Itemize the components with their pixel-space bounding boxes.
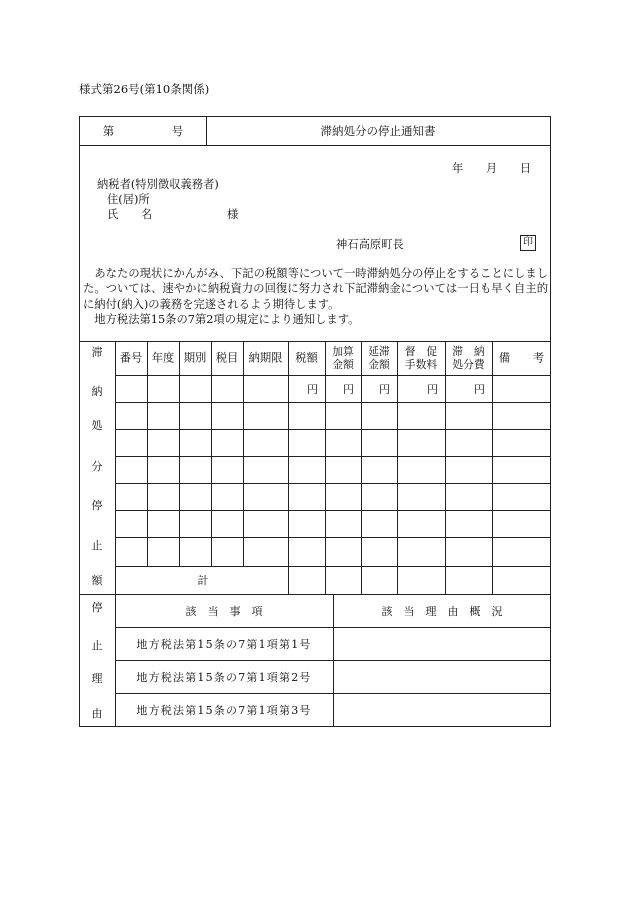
column-header: 加算 金額 [332, 345, 354, 371]
row-divider [115, 627, 551, 628]
side-label-char: 分 [91, 460, 103, 473]
side-label-char: 処 [91, 419, 103, 432]
column-header: 年度 [151, 351, 175, 365]
divider [206, 116, 207, 145]
unit-label: 円 [307, 382, 318, 396]
divider [79, 594, 551, 595]
name-label: 氏 名 [107, 208, 153, 221]
column-header: 督 促 手数料 [404, 345, 438, 371]
unit-label: 円 [379, 382, 390, 396]
side-label-char: 停 [91, 601, 103, 614]
side-label-char: 止 [91, 539, 103, 552]
row-divider [115, 537, 551, 538]
column-divider [445, 341, 446, 594]
row-divider [115, 510, 551, 511]
reason-column-header: 該 当 理 由 概 況 [381, 605, 503, 618]
unit-label: 円 [343, 382, 354, 396]
column-header: 税目 [215, 351, 239, 365]
seal-stamp: 印 [520, 235, 536, 251]
column-divider [325, 341, 326, 594]
side-label-char: 止 [91, 639, 103, 652]
side-divider [115, 341, 116, 594]
total-label: 計 [197, 574, 209, 587]
reason-row-text: 地方税法第15条の7第1項第2号 [136, 670, 312, 684]
date-line: 年 月 日 [452, 162, 532, 175]
side-label-char: 由 [91, 707, 103, 720]
row-divider [115, 483, 551, 484]
unit-label: 円 [427, 382, 438, 396]
row-divider [115, 693, 551, 694]
divider [79, 341, 551, 342]
row-divider [115, 456, 551, 457]
row-divider [115, 402, 551, 403]
column-divider [288, 341, 289, 594]
side-label-char: 額 [91, 574, 103, 587]
column-header: 備 考 [498, 351, 545, 365]
address-label: 住(居)所 [107, 193, 150, 206]
column-header: 税額 [295, 351, 318, 365]
row-divider [115, 566, 551, 567]
side-label-char: 納 [91, 385, 103, 398]
form-number: 様式第26号(第10条関係) [79, 82, 210, 96]
reason-row-text: 地方税法第15条の7第1項第3号 [136, 704, 312, 717]
notice-title: 滞納処分の停止通知書 [320, 124, 436, 138]
issuer: 神石高原町長 [336, 238, 404, 251]
unit-label: 円 [474, 382, 485, 396]
reason-row-text: 地方税法第15条の7第1項第1号 [136, 637, 312, 651]
taxpayer-label: 納税者(特別徴収義務者) [97, 178, 219, 191]
column-header: 納期限 [248, 351, 283, 365]
row-divider [115, 660, 551, 661]
side-label-char: 滞 [91, 346, 103, 359]
reason-column-header: 該 当 事 項 [185, 605, 263, 618]
column-divider [397, 341, 398, 594]
column-header: 番号 [119, 351, 143, 365]
column-divider [492, 341, 493, 594]
column-header: 滞 納 処分費 [452, 345, 485, 371]
column-header: 延滞 金額 [368, 345, 390, 371]
column-header: 期別 [183, 351, 207, 365]
number-label: 第 号 [102, 124, 184, 138]
column-divider [361, 341, 362, 594]
divider [79, 145, 551, 146]
side-label-char: 停 [91, 499, 103, 512]
row-divider [115, 375, 551, 376]
row-divider [115, 429, 551, 430]
notice-body: あなたの現状にかんがみ、下記の税額等について一時滞納処分の停止をすることにしました。ついては、速やかに納税資力の回復に努力され下記滞納金については一日も早く自主的に納付(納入)の義務を完遂されるよう期待します。 地方税法第15条の7第2項の規定により通知します。 [83, 267, 548, 326]
honorific: 様 [227, 208, 239, 221]
side-label-char: 理 [91, 672, 103, 685]
